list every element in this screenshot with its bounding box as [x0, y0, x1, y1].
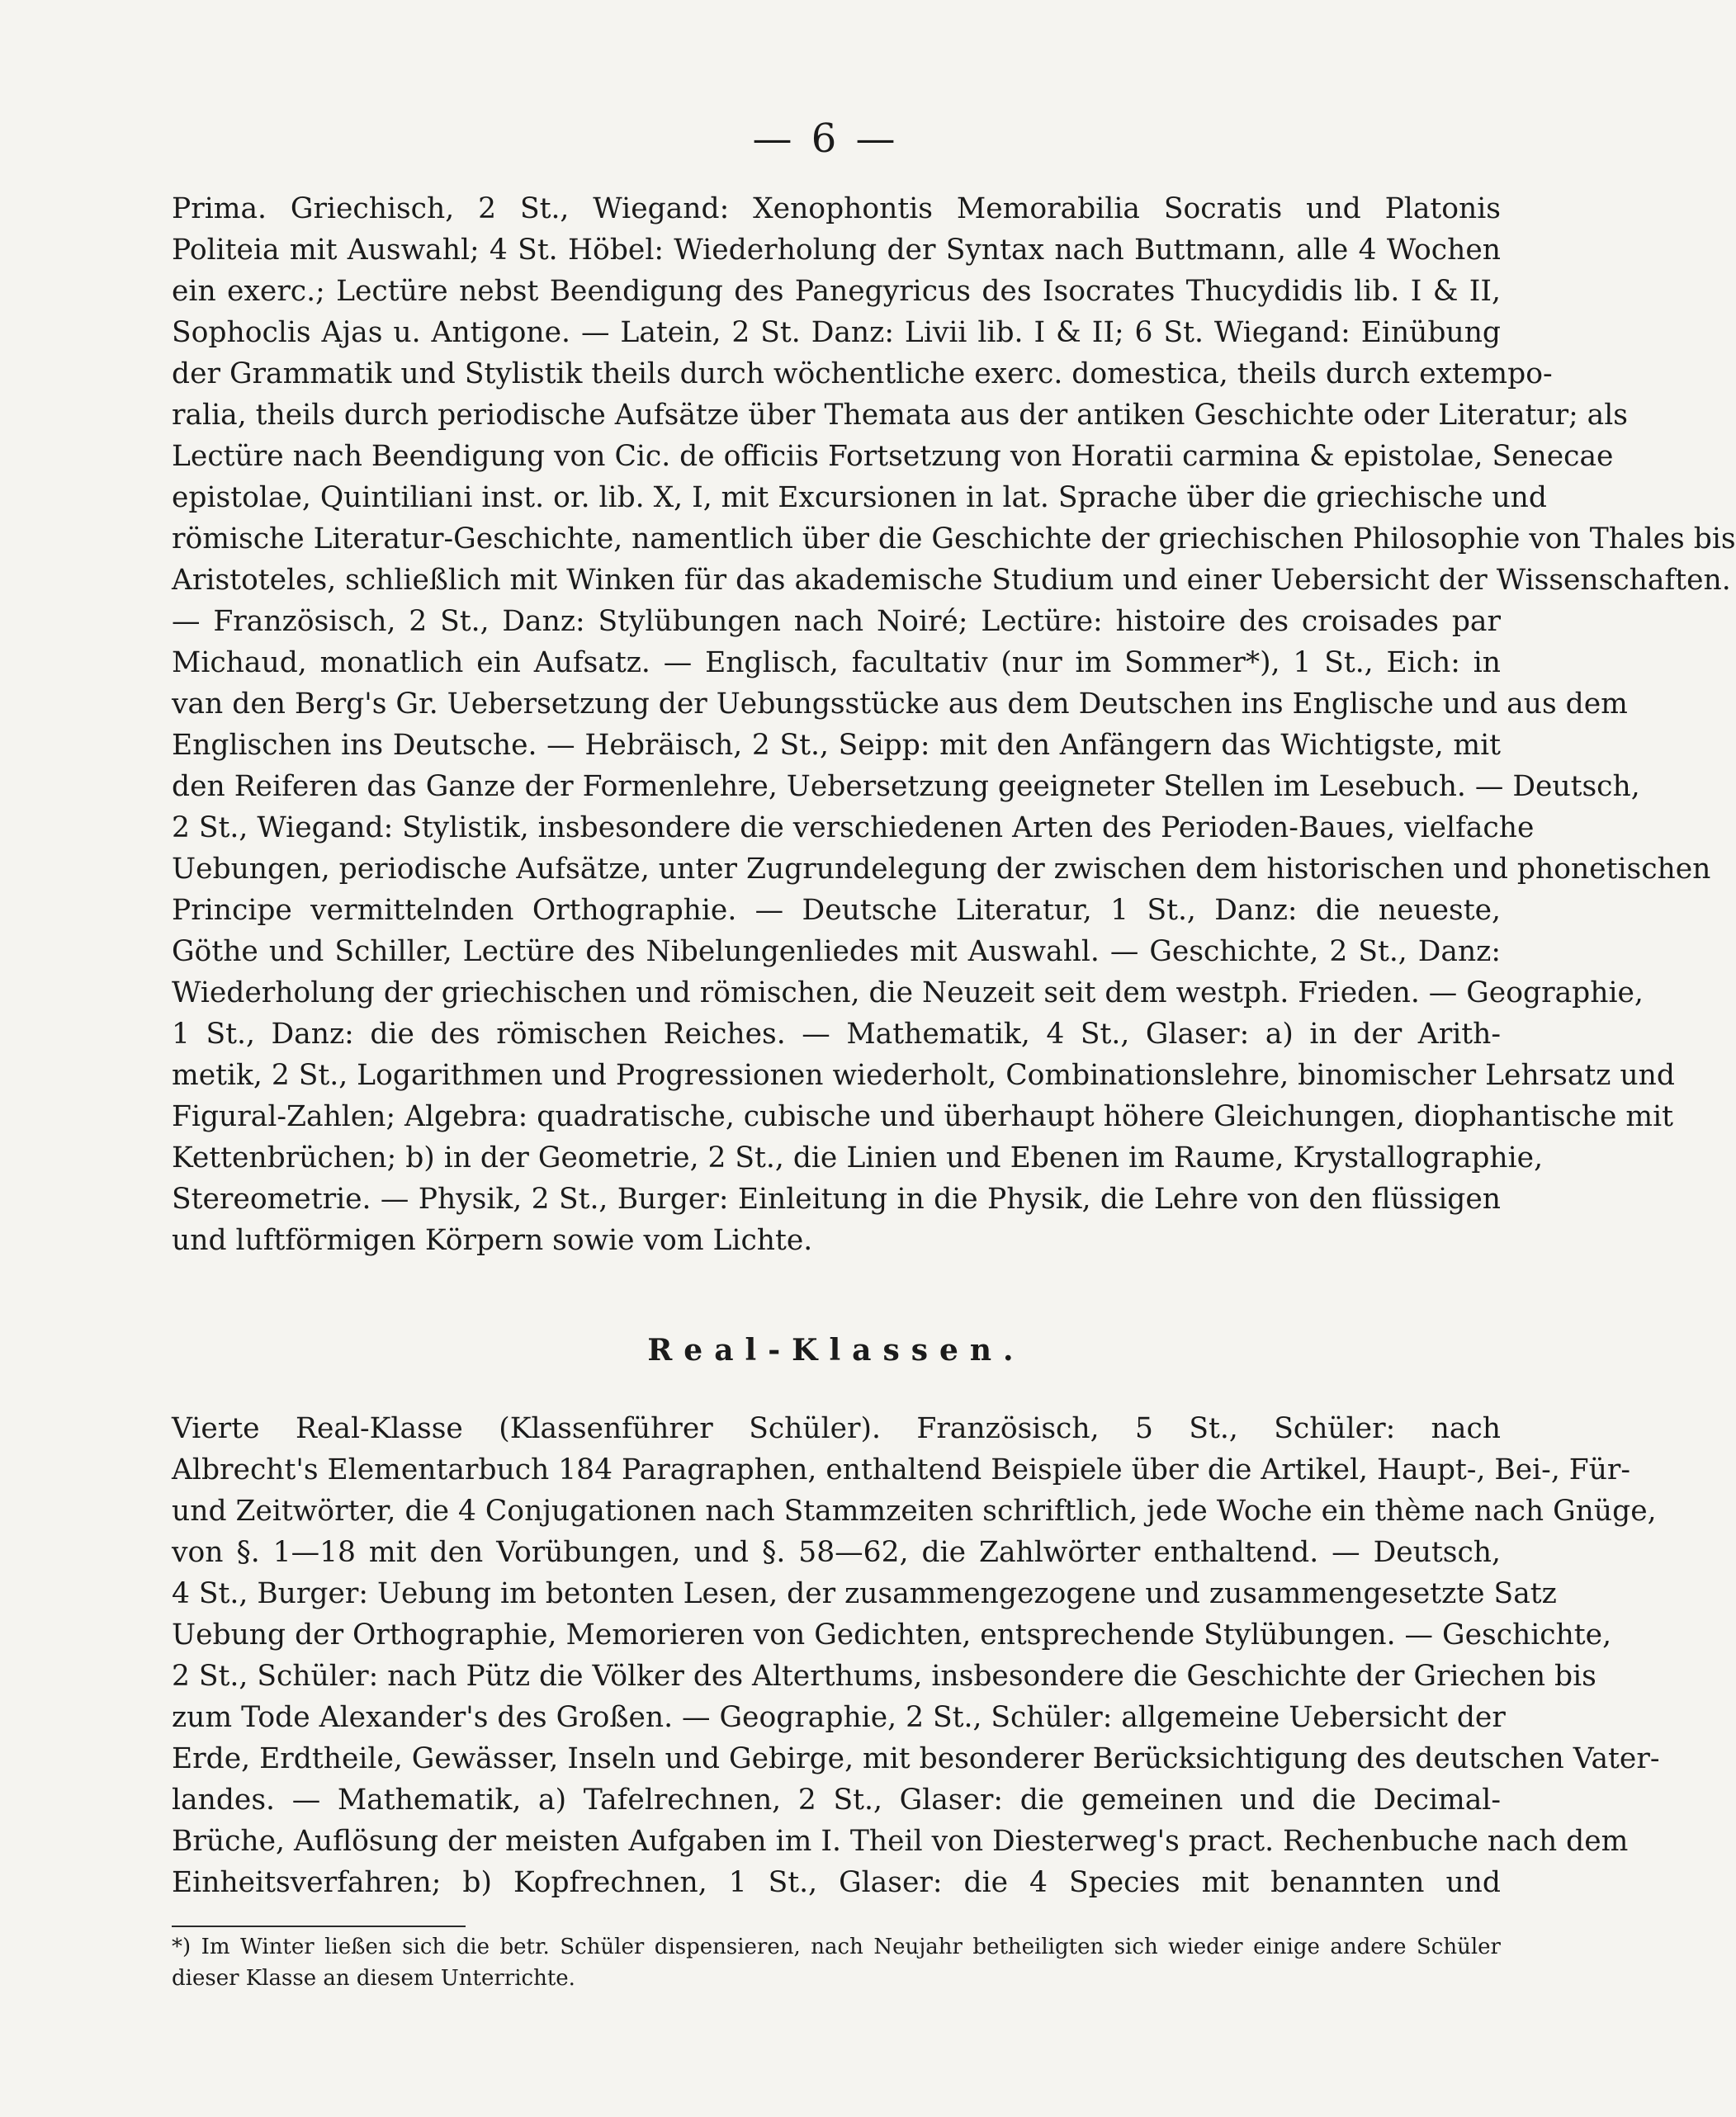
- text-line: Wiederholung der griechischen und römischen, die Neuzeit seit dem westph. Frieden. — Geographie,: [172, 976, 1644, 1009]
- text-line: landes. — Mathematik, a) Tafelrechnen, 2 St., Glaser: die gemeinen und die Decimal-: [172, 1784, 1501, 1817]
- text-line: Kettenbrüchen; b) in der Geometrie, 2 St., die Linien und Ebenen im Raume, Krystallographie,: [172, 1141, 1544, 1174]
- text-line: Stereometrie. — Physik, 2 St., Burger: Einleitung in die Physik, die Lehre von den flüssigen: [172, 1183, 1501, 1216]
- text-line: Principe vermittelnden Orthographie. — Deutsche Literatur, 1 St., Danz: die neueste,: [172, 894, 1501, 927]
- text-line: ein exerc.; Lectüre nebst Beendigung des Panegyricus des Isocrates Thucydidis lib. I & II,: [172, 275, 1501, 308]
- text-line: zum Tode Alexander's des Großen. — Geographie, 2 St., Schüler: allgemeine Uebersicht der: [172, 1701, 1506, 1734]
- text-line: metik, 2 St., Logarithmen und Progressionen wiederholt, Combinationslehre, binomischer Lehrsatz und: [172, 1059, 1675, 1092]
- text-line: Uebungen, periodische Aufsätze, unter Zugrundelegung der zwischen dem historischen und phonetischen: [172, 853, 1711, 886]
- text-line: Politeia mit Auswahl; 4 St. Höbel: Wiederholung der Syntax nach Buttmann, alle 4 Wochen: [172, 234, 1501, 267]
- footnote-line: dieser Klasse an diesem Unterrichte.: [172, 1966, 575, 1991]
- text-line: — Französisch, 2 St., Danz: Stylübungen nach Noiré; Lectüre: histoire des croisades par: [172, 605, 1501, 638]
- text-line: und Zeitwörter, die 4 Conjugationen nach Stammzeiten schriftlich, jede Woche ein thème nach Gnüge,: [172, 1495, 1657, 1528]
- text-line: Prima. Griechisch, 2 St., Wiegand: Xenophontis Memorabilia Socratis und Platonis: [172, 192, 1501, 225]
- text-line: der Grammatik und Stylistik theils durch wöchentliche exerc. domestica, theils durch extempo-: [172, 357, 1553, 390]
- text-line: 2 St., Wiegand: Stylistik, insbesondere die verschiedenen Arten des Perioden-Baues, vielfache: [172, 811, 1535, 844]
- text-line: epistolae, Quintiliani inst. or. lib. X, I, mit Excursionen in lat. Sprache über die griechische und: [172, 481, 1547, 514]
- section-title: Real-Klassen.: [647, 1333, 1025, 1368]
- footnote-line: *) Im Winter ließen sich die betr. Schüler dispensieren, nach Neujahr betheiligten sich wieder einige andere Schüler: [172, 1935, 1501, 1959]
- text-line: 1 St., Danz: die des römischen Reiches. — Mathematik, 4 St., Glaser: a) in der Arith-: [172, 1018, 1501, 1051]
- text-line: Lectüre nach Beendigung von Cic. de officiis Fortsetzung von Horatii carmina & epistolae, Senecae: [172, 440, 1614, 473]
- text-line: Vierte Real-Klasse (Klassenführer Schüler). Französisch, 5 St., Schüler: nach: [172, 1412, 1501, 1445]
- footnote: [172, 1931, 1501, 1994]
- text-line: Albrecht's Elementarbuch 184 Paragraphen, enthaltend Beispiele über die Artikel, Haupt-, Bei-, Für-: [172, 1453, 1631, 1486]
- text-line: van den Berg's Gr. Uebersetzung der Uebungsstücke aus dem Deutschen ins Englische und aus dem: [172, 688, 1628, 721]
- text-line: Göthe und Schiller, Lectüre des Nibelungenliedes mit Auswahl. — Geschichte, 2 St., Danz:: [172, 935, 1501, 968]
- text-line: Erde, Erdtheile, Gewässer, Inseln und Gebirge, mit besonderer Berücksichtigung des deutschen Vater-: [172, 1742, 1660, 1775]
- page-number: — 6 —: [752, 116, 899, 162]
- text-line: Figural-Zahlen; Algebra: quadratische, cubische und überhaupt höhere Gleichungen, diophantische mit: [172, 1100, 1673, 1133]
- text-line: Aristoteles, schließlich mit Winken für das akademische Studium und einer Uebersicht der Wissenschaften.: [172, 564, 1731, 597]
- text-line: Michaud, monatlich ein Aufsatz. — Englisch, facultativ (nur im Sommer*), 1 St., Eich: in: [172, 646, 1501, 679]
- text-line: Englischen ins Deutsche. — Hebräisch, 2 St., Seipp: mit den Anfängern das Wichtigste, mit: [172, 729, 1501, 762]
- body-text: [172, 188, 1736, 1903]
- text-line: römische Literatur-Geschichte, namentlich über die Geschichte der griechischen Philosophie von Thales bis: [172, 522, 1736, 555]
- text-line: Sophoclis Ajas u. Antigone. — Latein, 2 St. Danz: Livii lib. I & II; 6 St. Wiegand: Einübung: [172, 316, 1501, 349]
- text-line: 4 St., Burger: Uebung im betonten Lesen, der zusammengezogene und zusammengesetzte Satz: [172, 1577, 1557, 1610]
- vierte-paragraph: [172, 1408, 1660, 1903]
- text-line: Einheitsverfahren; b) Kopfrechnen, 1 St., Glaser: die 4 Species mit benannten und: [172, 1866, 1501, 1899]
- text-line: den Reiferen das Ganze der Formenlehre, Uebersetzung geeigneter Stellen im Lesebuch. — Deutsch,: [172, 770, 1640, 803]
- text-line: Uebung der Orthographie, Memorieren von Gedichten, entsprechende Stylübungen. — Geschichte,: [172, 1618, 1612, 1652]
- text-line: Brüche, Auflösung der meisten Aufgaben im I. Theil von Diesterweg's pract. Rechenbuche nach dem: [172, 1825, 1629, 1858]
- text-line: und luftförmigen Körpern sowie vom Lichte.: [172, 1224, 813, 1257]
- prima-paragraph: [172, 188, 1736, 1261]
- text-line: 2 St., Schüler: nach Pütz die Völker des Alterthums, insbesondere die Geschichte der Griechen bis: [172, 1660, 1596, 1693]
- footnote-rule: [172, 1926, 466, 1927]
- text-line: ralia, theils durch periodische Aufsätze über Themata aus der antiken Geschichte oder Literatur; als: [172, 399, 1628, 432]
- text-line: von §. 1—18 mit den Vorübungen, und §. 58—62, die Zahlwörter enthaltend. — Deutsch,: [172, 1536, 1501, 1569]
